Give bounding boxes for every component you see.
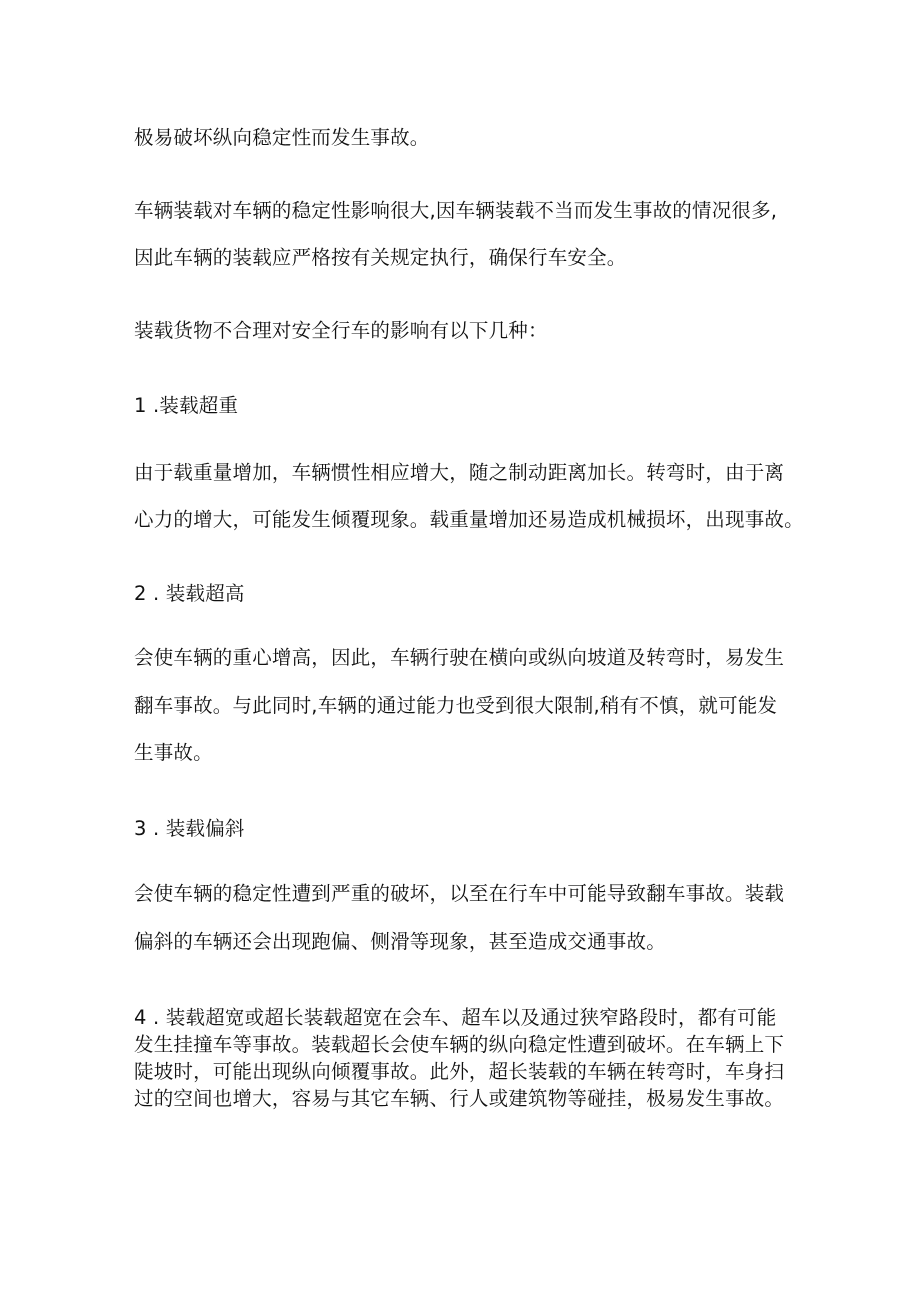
paragraph-3-line-1: 装载货物不合理对安全行车的影响有以下几种： bbox=[134, 319, 548, 342]
paragraph-1-line-1: 极易破坏纵向稳定性而发生事故。 bbox=[134, 126, 430, 149]
paragraph-6-line-2: 偏斜的车辆还会出现跑偏、侧滑等现象，甚至造成交通事故。 bbox=[134, 930, 666, 953]
paragraph-2-line-2: 因此车辆的装载应严格按有关规定执行，确保行车安全。 bbox=[134, 246, 627, 269]
paragraph-2-line-1: 车辆装载对车辆的稳定性影响很大,因车辆装载不当而发生事故的情况很多, bbox=[134, 199, 778, 222]
paragraph-4-line-2: 心力的增大，可能发生倾覆现象。载重量增加还易造成机械损坏，出现事故。 bbox=[134, 508, 804, 531]
paragraph-7-line-1: 4 . 装载超宽或超长装载超宽在会车、超车以及通过狭窄路段时，都有可能 bbox=[134, 1006, 777, 1029]
heading-1: 1 .装载超重 bbox=[134, 394, 239, 417]
paragraph-7-line-3: 陡坡时，可能出现纵向倾覆事故。此外，超长装载的车辆在转弯时，车身扫 bbox=[134, 1060, 785, 1083]
paragraph-4-line-1: 由于载重量增加，车辆惯性相应增大，随之制动距离加长。转弯时，由于离 bbox=[134, 461, 785, 484]
heading-3: 3 . 装载偏斜 bbox=[134, 817, 245, 840]
heading-2: 2 . 装载超高 bbox=[134, 582, 245, 605]
paragraph-7-line-4: 过的空间也增大，容易与其它车辆、行人或建筑物等碰挂，极易发生事故。 bbox=[134, 1087, 785, 1110]
paragraph-5-line-1: 会使车辆的重心增高，因此，车辆行驶在横向或纵向坡道及转弯时，易发生 bbox=[134, 646, 785, 669]
paragraph-5-line-3: 生事故。 bbox=[134, 741, 213, 764]
paragraph-5-line-2: 翻车事故。与此同时,车辆的通过能力也受到很大限制,稍有不慎，就可能发 bbox=[134, 694, 778, 717]
paragraph-7-line-2: 发生挂撞车等事故。装载超长会使车辆的纵向稳定性遭到破坏。在车辆上下 bbox=[134, 1033, 785, 1056]
paragraph-6-line-1: 会使车辆的稳定性遭到严重的破坏，以至在行车中可能导致翻车事故。装载 bbox=[134, 882, 785, 905]
